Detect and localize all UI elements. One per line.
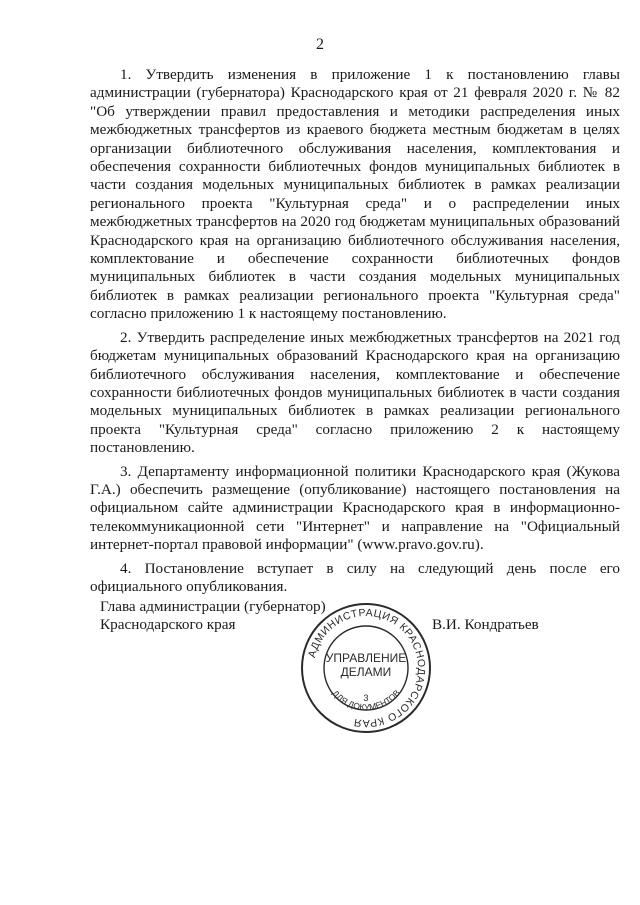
paragraph-1: 1. Утвердить изменения в приложение 1 к постановлению главы администрации (губернатора) Краснодарского края от 21 февраля 2020 г. № 82 "Об утверждении правил предоставления и методики распределения иных межбюджетных трансфертов из краевого бюджета местным бюджетам в целях организации библиотечного обслуживания населения, комплектования и обеспечения сохранности библиотечных фондов муниципальных библиотек в части создания модельных муниципальных библиотек в рамках реализации регионального проекта "Культурная среда" и о распределении иных межбюджетных трансфертов на 2020 год бюджетам муниципальных образований Краснодарского края на организацию библиотечного обслуживания населения, комплектование и обеспечение сохранности библиотечных фондов муниципальных библиотек в части создания модельных муниципальных библиотек в рамках реализации регионального проекта "Культурная среда" согласно приложению 1 к настоящему постановлению.: [90, 66, 620, 323]
paragraph-2: 2. Утвердить распределение иных межбюджетных трансфертов на 2021 год бюджетам муниципальных образований Краснодарского края на организацию библиотечного обслуживания населения, комплектование и обеспечение сохранности библиотечных фондов муниципальных библиотек в части создания модельных муниципальных библиотек в рамках реализации регионального проекта "Культурная среда" согласно приложению 2 к настоящему постановлению.: [90, 328, 620, 457]
paragraph-3: 3. Департаменту информационной политики Краснодарского края (Жукова Г.А.) обеспечить размещение (опубликование) настоящего постановления на официальном сайте администрации Краснодарского края в информационно-телекоммуникационной сети "Интернет" и направление на "Официальный интернет-портал правовой информации" (www.pravo.gov.ru).: [90, 462, 620, 554]
stamp-center-line1: УПРАВЛЕНИЕ: [325, 651, 407, 665]
signatory-name: В.И. Кондратьев: [432, 616, 539, 633]
paragraph-4: 4. Постановление вступает в силу на следующий день после его официального опубликования.: [90, 559, 620, 595]
signatory-position-line2: Краснодарского края: [100, 616, 236, 634]
stamp-center-line2: ДЕЛАМИ: [340, 665, 392, 679]
official-stamp: [298, 600, 434, 736]
stamp-outer-text: АДМИНИСТРАЦИЯ КРАСНОДАРСКОГО КРАЯ: [306, 606, 428, 730]
signatory-position-line1: Глава администрации (губернатор): [100, 598, 326, 615]
stamp-bottom-text: ДЛЯ ДОКУМЕНТОВ: [330, 687, 402, 713]
document-body: [90, 66, 620, 601]
page-number: 2: [316, 36, 324, 53]
signatory-position: [100, 598, 326, 635]
stamp-number: 3: [363, 693, 369, 703]
